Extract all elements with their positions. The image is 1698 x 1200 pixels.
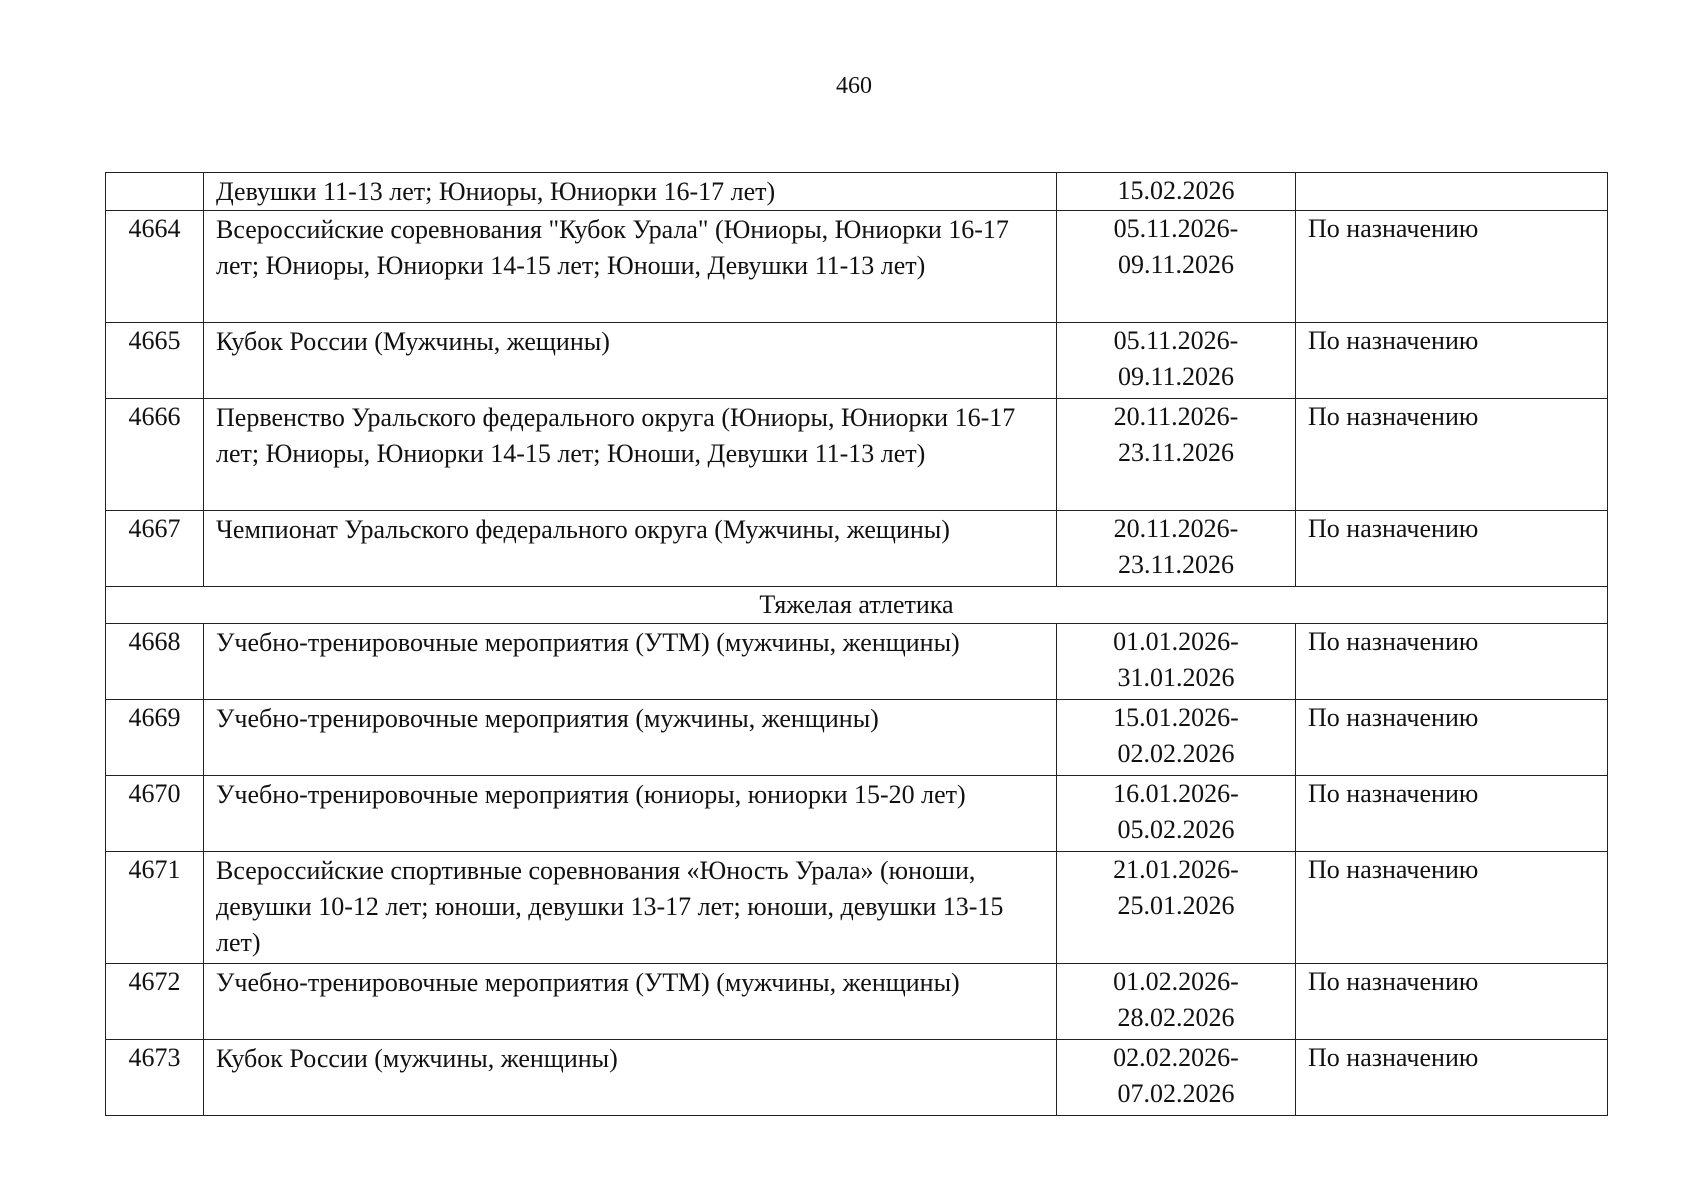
event-date: 15.02.2026: [1117, 176, 1235, 205]
event-date-start: 05.11.2026-: [1113, 326, 1239, 355]
event-date-end: 05.02.2026: [1117, 815, 1235, 844]
event-date-start: 20.11.2026-: [1113, 514, 1239, 543]
event-name: Кубок России (Мужчины, жещины): [204, 323, 1057, 399]
event-date-end: 25.01.2026: [1117, 891, 1235, 920]
event-number: 4670: [106, 776, 204, 852]
event-note-cell: [1296, 173, 1608, 211]
event-name: Первенство Уральского федерального округа (Юниоры, Юниорки 16-17 лет; Юниоры, Юниорки 14-15 лет; Юноши, Девушки 11-13 лет): [204, 399, 1057, 511]
table-row: [106, 852, 1608, 964]
section-title: Тяжелая атлетика: [106, 587, 1608, 624]
event-dates-cell: [1057, 776, 1296, 852]
event-dates-cell: [1057, 399, 1296, 511]
event-name: Всероссийские соревнования "Кубок Урала" (Юниоры, Юниорки 16-17 лет; Юниоры, Юниорки 14-15 лет; Юноши, Девушки 11-13 лет): [204, 211, 1057, 323]
event-note: По назначению: [1296, 1040, 1608, 1116]
table-row: [106, 399, 1608, 511]
event-date-start: 05.11.2026-: [1113, 214, 1239, 243]
table-row: [106, 776, 1608, 852]
table-row: [106, 700, 1608, 776]
event-date-start: 01.02.2026-: [1113, 967, 1239, 996]
event-note: По назначению: [1296, 624, 1608, 700]
event-date-end: 09.11.2026: [1117, 250, 1235, 279]
event-number-cell: [106, 173, 204, 211]
event-name: Учебно-тренировочные мероприятия (УТМ) (мужчины, женщины): [204, 624, 1057, 700]
event-note: По назначению: [1296, 211, 1608, 323]
event-name: Учебно-тренировочные мероприятия (юниоры, юниорки 15-20 лет): [204, 776, 1057, 852]
event-date-start: 01.01.2026-: [1113, 627, 1239, 656]
event-dates-cell: [1057, 1040, 1296, 1116]
event-date-start: 16.01.2026-: [1113, 779, 1239, 808]
event-number: 4672: [106, 964, 204, 1040]
events-table: [105, 172, 1608, 1116]
event-date-start: 20.11.2026-: [1113, 402, 1239, 431]
event-name: Кубок России (мужчины, женщины): [204, 1040, 1057, 1116]
event-note: По назначению: [1296, 776, 1608, 852]
table-row: [106, 624, 1608, 700]
event-date-start: 02.02.2026-: [1113, 1043, 1239, 1072]
event-date-start: 15.01.2026-: [1113, 703, 1239, 732]
event-name: Всероссийские спортивные соревнования «Юность Урала» (юноши, девушки 10-12 лет; юноши, девушки 13-17 лет; юноши, девушки 13-15 лет): [204, 852, 1057, 964]
event-date-end: 09.11.2026: [1117, 362, 1235, 391]
event-dates-cell: [1057, 211, 1296, 323]
event-note: По назначению: [1296, 852, 1608, 964]
event-dates-cell: [1057, 700, 1296, 776]
table-row: [106, 1040, 1608, 1116]
event-number: 4666: [106, 399, 204, 511]
table-row-continued: [106, 173, 1608, 211]
table-row: [106, 323, 1608, 399]
event-date-end: 23.11.2026: [1117, 438, 1235, 467]
table-row: [106, 964, 1608, 1040]
event-date-start: 21.01.2026-: [1113, 855, 1239, 884]
event-date-end: 28.02.2026: [1117, 1003, 1235, 1032]
event-number: 4669: [106, 700, 204, 776]
event-name-cell: Девушки 11-13 лет; Юниоры, Юниорки 16-17 лет): [204, 173, 1057, 211]
event-dates-cell: [1057, 852, 1296, 964]
event-dates-cell: [1057, 511, 1296, 587]
event-dates-cell: [1057, 323, 1296, 399]
event-dates-cell: [1057, 964, 1296, 1040]
event-number: 4668: [106, 624, 204, 700]
page-number: 460: [836, 73, 872, 99]
event-name: Учебно-тренировочные мероприятия (УТМ) (мужчины, женщины): [204, 964, 1057, 1040]
table-row: [106, 211, 1608, 323]
event-number: 4665: [106, 323, 204, 399]
event-date-end: 31.01.2026: [1117, 663, 1235, 692]
event-date-end: 07.02.2026: [1117, 1079, 1235, 1108]
table-row: [106, 511, 1608, 587]
event-note: По назначению: [1296, 964, 1608, 1040]
event-name: Учебно-тренировочные мероприятия (мужчины, женщины): [204, 700, 1057, 776]
event-number: 4673: [106, 1040, 204, 1116]
event-date-end: 02.02.2026: [1117, 739, 1235, 768]
event-date-end: 23.11.2026: [1117, 550, 1235, 579]
event-note: По назначению: [1296, 511, 1608, 587]
event-note: По назначению: [1296, 700, 1608, 776]
event-name: Чемпионат Уральского федерального округа (Мужчины, жещины): [204, 511, 1057, 587]
event-dates-cell: [1057, 624, 1296, 700]
event-number: 4667: [106, 511, 204, 587]
event-dates-cell: [1057, 173, 1296, 211]
event-number: 4664: [106, 211, 204, 323]
event-number: 4671: [106, 852, 204, 964]
section-header-row: [106, 587, 1608, 624]
event-note: По назначению: [1296, 323, 1608, 399]
event-note: По назначению: [1296, 399, 1608, 511]
